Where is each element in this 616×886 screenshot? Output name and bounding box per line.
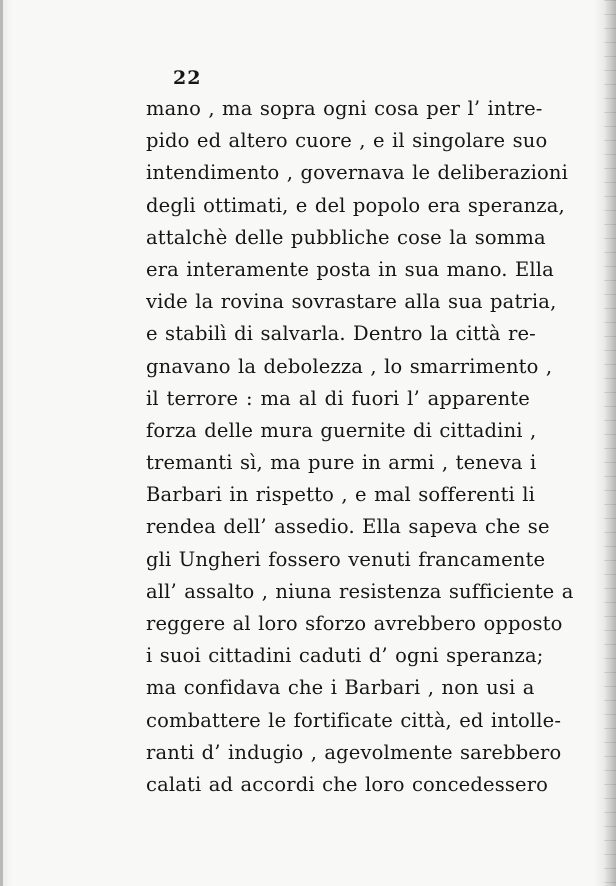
text-line: il terrore : ma al di fuori l’ apparente	[146, 386, 530, 410]
text-line: all’ assalto , niuna resistenza sufficiente a	[146, 579, 574, 603]
text-line: intendimento , governava le deliberazioni	[146, 161, 568, 185]
text-line: forza delle mura guernite di cittadini ,	[146, 418, 537, 442]
text-line: degli ottimati, e del popolo era speranza,	[146, 193, 565, 217]
text-line: e stabilì di salvarla. Dentro la città re-	[146, 322, 536, 346]
text-line: vide la rovina sovrastare alla sua patria,	[146, 290, 557, 314]
text-line: Barbari in rispetto , e mal sofferenti li	[146, 483, 536, 507]
text-line: gli Ungheri fossero venuti francamente	[146, 547, 546, 571]
text-line: combattere le fortificate città, ed intolle-	[146, 708, 562, 732]
text-line: mano , ma sopra ogni cosa per l’ intre-	[146, 97, 543, 120]
text-line: ranti d’ indugio , agevolmente sarebbero	[146, 740, 562, 764]
text-line: rendea dell’ assedio. Ella sapeva che se	[146, 515, 550, 539]
right-page-edge	[604, 0, 616, 886]
page-number: 22	[173, 67, 202, 89]
text-line: pido ed altero cuore , e il singolare suo	[146, 129, 548, 153]
text-line: i suoi cittadini caduti d’ ogni speranza;	[146, 644, 544, 668]
text-line: ma confidava che i Barbari , non usi a	[146, 676, 535, 700]
text-line: reggere al loro sforzo avrebbero opposto	[146, 612, 563, 635]
body-text	[146, 93, 574, 801]
text-line: era interamente posta in sua mano. Ella	[146, 257, 554, 281]
text-line: calati ad accordi che loro concedessero	[146, 772, 549, 796]
text-line: gnavano la debolezza , lo smarrimento ,	[146, 354, 553, 378]
text-line: attalchè delle pubbliche cose la somma	[146, 225, 546, 249]
left-page-shadow	[0, 0, 3, 886]
text-line: tremanti sì, ma pure in armi , teneva i	[146, 451, 537, 475]
